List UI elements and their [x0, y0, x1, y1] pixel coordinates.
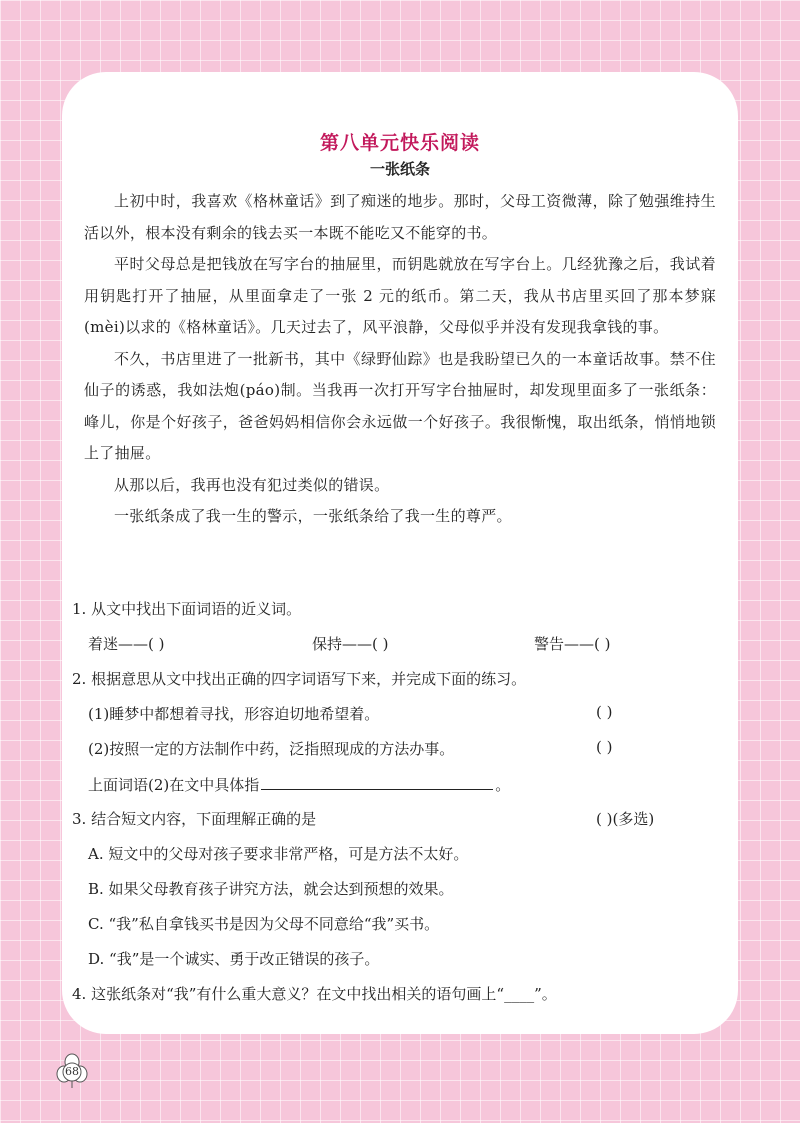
synonym-blank-3[interactable]: 警告——( ) — [534, 635, 611, 653]
option-b: B. 如果父母教育孩子讲究方法，就会达到预想的效果。 — [88, 880, 454, 898]
option-a: A. 短文中的父母对孩子要求非常严格，可是方法不太好。 — [88, 845, 469, 863]
question-2: 2. 根据意思从文中找出正确的四字词语写下来，并完成下面的练习。 — [72, 670, 527, 688]
reading-passage — [84, 186, 716, 533]
passage-title: 一张纸条 — [369, 160, 430, 178]
fill-suffix: 。 — [495, 776, 511, 794]
question-1: 1. 从文中找出下面词语的近义词。 — [72, 600, 302, 618]
question-3: 3. 结合短文内容，下面理解正确的是 — [72, 810, 317, 828]
passage-paragraph: 平时父母总是把钱放在写字台的抽屉里，而钥匙就放在写字台上。几经犹豫之后，我试着用钥匙打开了抽屉，从里面拿走了一张 2 元的纸币。第二天，我从书店里买回了那本梦寐(mèi)以求的《格林童话》。几天过去了，风平浪静，父母似乎并没有发现我拿钱的事。 — [84, 255, 716, 336]
synonym-blank-2[interactable]: 保持——( ) — [312, 635, 389, 653]
page-number-badge — [56, 1053, 88, 1089]
answer-blank-2-1[interactable]: ( ) — [596, 703, 613, 721]
synonym-blank-1[interactable]: 着迷——( ) — [88, 635, 165, 653]
worksheet-card — [62, 72, 738, 1034]
passage-paragraph: 从那以后，我再也没有犯过类似的错误。 — [114, 475, 390, 494]
option-c: C. “我”私自拿钱买书是因为父母不同意给“我”买书。 — [88, 915, 440, 933]
option-d: D. “我”是一个诚实、勇于改正错误的孩子。 — [88, 950, 380, 968]
passage-paragraph: 一张纸条成了我一生的警示，一张纸条给了我一生的尊严。 — [114, 507, 512, 525]
question-2-sub-1: (1)睡梦中都想着寻找，形容迫切地希望着。 — [88, 705, 380, 723]
question-4: 4. 这张纸条对“我”有什么重大意义？在文中找出相关的语句画上“____”。 — [72, 985, 557, 1003]
question-2-fill — [88, 773, 510, 795]
passage-paragraph: 上初中时，我喜欢《格林童话》到了痴迷的地步。那时，父母工资微薄，除了勉强维持生活以外，根本没有剩余的钱去买一本既不能吃又不能穿的书。 — [84, 192, 716, 242]
fill-prefix: 上面词语(2)在文中具体指 — [88, 776, 260, 794]
unit-title: 第八单元快乐阅读 — [319, 132, 480, 154]
page-number: 68 — [65, 1065, 79, 1078]
fill-line-blank[interactable] — [261, 773, 493, 790]
question-2-sub-2: (2)按照一定的方法制作中药，泛指照现成的方法办事。 — [88, 740, 455, 758]
passage-paragraph: 不久，书店里进了一批新书，其中《绿野仙踪》也是我盼望已久的一本童话故事。禁不住仙子的诱惑，我如法炮(páo)制。当我再一次打开写字台抽屉时，却发现里面多了一张纸条：峰儿，你是个好孩子，爸爸妈妈相信你会永远做一个好孩子。我很惭愧，取出纸条，悄悄地锁上了抽屉。 — [84, 349, 716, 462]
answer-blank-2-2[interactable]: ( ) — [596, 738, 613, 756]
answer-blank-3[interactable]: ( )(多选) — [596, 810, 655, 828]
